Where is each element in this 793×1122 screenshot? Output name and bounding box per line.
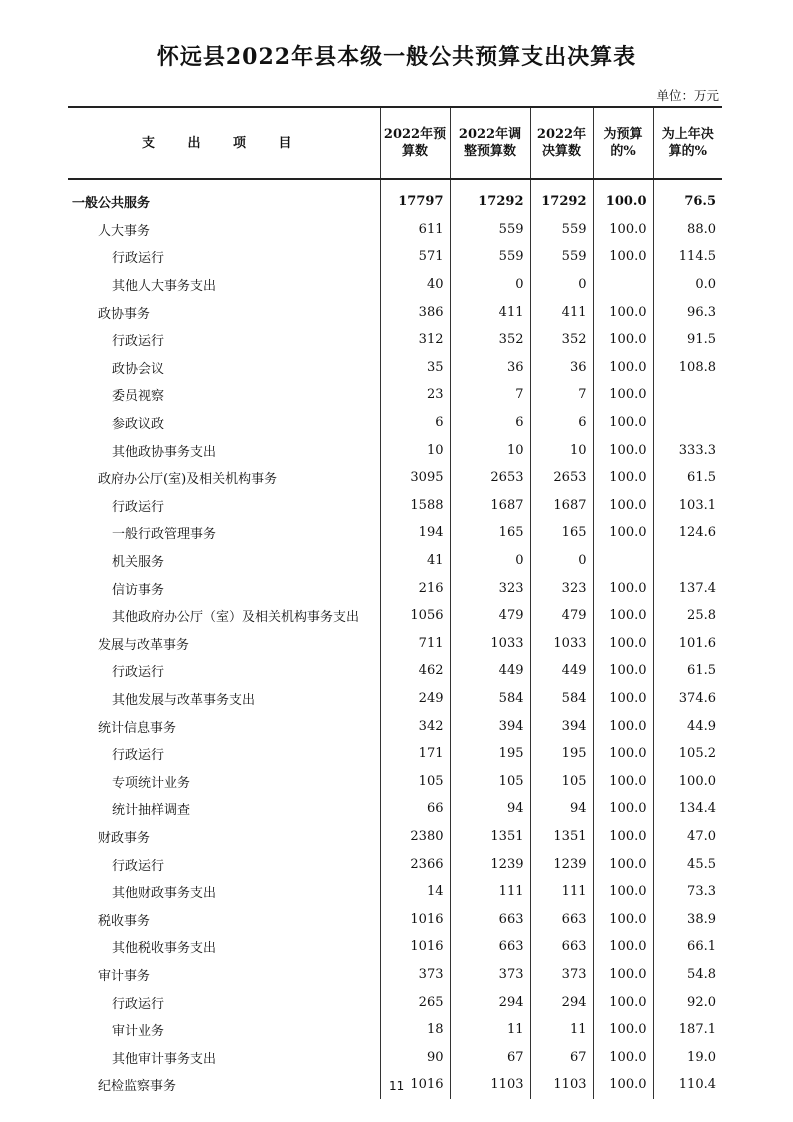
cell-item-name: 机关服务 <box>112 555 165 571</box>
cell-budget: 373 <box>380 961 450 989</box>
cell-budget: 17797 <box>380 179 450 216</box>
cell-adjusted-budget: 1351 <box>450 823 530 851</box>
cell-budget: 216 <box>380 574 450 602</box>
cell-pct-of-last-year: 124.6 <box>653 519 722 547</box>
table-header-row <box>68 107 722 179</box>
table-row <box>68 179 722 216</box>
cell-final-account: 449 <box>530 657 593 685</box>
cell-item-name: 纪检监察事务 <box>98 1079 177 1095</box>
cell-item-name: 参政议政 <box>112 417 165 433</box>
cell-pct-of-last-year: 38.9 <box>653 905 722 933</box>
cell-item-name: 一般行政管理事务 <box>112 527 217 543</box>
cell-budget: 342 <box>380 712 450 740</box>
cell-pct-of-last-year: 103.1 <box>653 492 722 520</box>
cell-final-account: 105 <box>530 767 593 795</box>
cell-adjusted-budget: 394 <box>450 712 530 740</box>
table-row <box>68 547 722 575</box>
cell-adjusted-budget: 323 <box>450 574 530 602</box>
table-row <box>68 464 722 492</box>
cell-pct-of-last-year: 100.0 <box>653 767 722 795</box>
page-number: 11 <box>389 1079 405 1093</box>
cell-final-account: 7 <box>530 381 593 409</box>
cell-pct-of-budget: 100.0 <box>593 243 653 271</box>
cell-pct-of-budget: 100.0 <box>593 823 653 851</box>
cell-pct-of-last-year: 101.6 <box>653 630 722 658</box>
cell-final-account: 1033 <box>530 630 593 658</box>
cell-budget: 105 <box>380 767 450 795</box>
table-body <box>68 179 722 1099</box>
table-row <box>68 878 722 906</box>
cell-item-name: 委员视察 <box>112 389 165 405</box>
table-row <box>68 685 722 713</box>
cell-budget: 312 <box>380 326 450 354</box>
cell-pct-of-budget <box>593 547 653 575</box>
cell-adjusted-budget: 7 <box>450 381 530 409</box>
cell-budget: 265 <box>380 988 450 1016</box>
cell-item-name: 统计抽样调查 <box>112 803 191 819</box>
cell-item-name: 其他审计事务支出 <box>112 1051 217 1067</box>
cell-adjusted-budget: 10 <box>450 436 530 464</box>
cell-adjusted-budget: 584 <box>450 685 530 713</box>
cell-pct-of-budget: 100.0 <box>593 1043 653 1071</box>
cell-pct-of-budget: 100.0 <box>593 657 653 685</box>
cell-pct-of-budget: 100.0 <box>593 795 653 823</box>
cell-adjusted-budget: 1239 <box>450 850 530 878</box>
expenditure-table <box>68 106 722 1099</box>
cell-pct-of-budget: 100.0 <box>593 740 653 768</box>
cell-budget: 462 <box>380 657 450 685</box>
cell-budget: 2380 <box>380 823 450 851</box>
cell-pct-of-budget: 100.0 <box>593 436 653 464</box>
cell-item-name: 税收事务 <box>98 913 151 929</box>
cell-item-name: 一般公共服务 <box>72 196 151 212</box>
cell-final-account: 2653 <box>530 464 593 492</box>
cell-adjusted-budget: 94 <box>450 795 530 823</box>
cell-pct-of-budget: 100.0 <box>593 961 653 989</box>
cell-pct-of-last-year: 91.5 <box>653 326 722 354</box>
cell-item-name: 其他政府办公厅（室）及相关机构事务支出 <box>112 610 360 626</box>
table-row <box>68 657 722 685</box>
table-row <box>68 823 722 851</box>
cell-pct-of-budget: 100.0 <box>593 381 653 409</box>
table-row <box>68 712 722 740</box>
cell-pct-of-last-year: 61.5 <box>653 464 722 492</box>
cell-final-account: 0 <box>530 547 593 575</box>
table-row <box>68 298 722 326</box>
table-row <box>68 574 722 602</box>
cell-final-account: 1239 <box>530 850 593 878</box>
table-row <box>68 354 722 382</box>
cell-pct-of-last-year: 333.3 <box>653 436 722 464</box>
cell-item-name: 其他发展与改革事务支出 <box>112 692 256 708</box>
cell-item-name: 人大事务 <box>98 223 151 239</box>
table-row <box>68 519 722 547</box>
cell-final-account: 6 <box>530 409 593 437</box>
cell-pct-of-budget: 100.0 <box>593 1016 653 1044</box>
cell-final-account: 165 <box>530 519 593 547</box>
cell-pct-of-budget: 100.0 <box>593 464 653 492</box>
cell-adjusted-budget: 17292 <box>450 179 530 216</box>
cell-adjusted-budget: 11 <box>450 1016 530 1044</box>
cell-adjusted-budget: 663 <box>450 933 530 961</box>
cell-budget: 18 <box>380 1016 450 1044</box>
cell-final-account: 1351 <box>530 823 593 851</box>
cell-adjusted-budget: 0 <box>450 271 530 299</box>
cell-pct-of-last-year: 66.1 <box>653 933 722 961</box>
cell-budget: 194 <box>380 519 450 547</box>
cell-item-name: 专项统计业务 <box>112 775 191 791</box>
cell-adjusted-budget: 1687 <box>450 492 530 520</box>
cell-budget: 711 <box>380 630 450 658</box>
cell-final-account: 11 <box>530 1016 593 1044</box>
cell-budget: 2366 <box>380 850 450 878</box>
expenditure-table-container <box>68 106 722 1099</box>
cell-final-account: 1103 <box>530 1071 593 1099</box>
cell-pct-of-last-year: 137.4 <box>653 574 722 602</box>
cell-final-account: 373 <box>530 961 593 989</box>
cell-final-account: 559 <box>530 243 593 271</box>
cell-budget: 40 <box>380 271 450 299</box>
cell-final-account: 479 <box>530 602 593 630</box>
cell-final-account: 352 <box>530 326 593 354</box>
cell-final-account: 294 <box>530 988 593 1016</box>
cell-adjusted-budget: 2653 <box>450 464 530 492</box>
cell-item-name: 其他税收事务支出 <box>112 941 217 957</box>
cell-final-account: 394 <box>530 712 593 740</box>
cell-pct-of-last-year: 54.8 <box>653 961 722 989</box>
page-title: 怀远县2022年县本级一般公共预算支出决算表 <box>156 44 637 70</box>
cell-budget: 249 <box>380 685 450 713</box>
unit-label: 单位：万元 <box>656 88 719 103</box>
cell-pct-of-last-year: 19.0 <box>653 1043 722 1071</box>
cell-adjusted-budget: 663 <box>450 905 530 933</box>
cell-budget: 6 <box>380 409 450 437</box>
header-budget: 2022年预算数 <box>380 107 450 179</box>
cell-pct-of-budget: 100.0 <box>593 850 653 878</box>
cell-pct-of-last-year: 96.3 <box>653 298 722 326</box>
cell-pct-of-budget: 100.0 <box>593 216 653 244</box>
table-row <box>68 988 722 1016</box>
table-row <box>68 409 722 437</box>
cell-pct-of-last-year: 105.2 <box>653 740 722 768</box>
cell-item-name: 发展与改革事务 <box>98 637 190 653</box>
cell-item-name: 其他人大事务支出 <box>112 279 217 295</box>
table-row <box>68 436 722 464</box>
cell-budget: 66 <box>380 795 450 823</box>
cell-budget: 90 <box>380 1043 450 1071</box>
cell-pct-of-last-year: 73.3 <box>653 878 722 906</box>
header-final-account: 2022年决算数 <box>530 107 593 179</box>
cell-adjusted-budget: 6 <box>450 409 530 437</box>
cell-item-name: 其他财政事务支出 <box>112 886 217 902</box>
cell-item-name: 财政事务 <box>98 830 151 846</box>
cell-item-name: 审计事务 <box>98 968 151 984</box>
cell-pct-of-last-year: 108.8 <box>653 354 722 382</box>
table-row <box>68 630 722 658</box>
table-row <box>68 271 722 299</box>
cell-adjusted-budget: 67 <box>450 1043 530 1071</box>
cell-final-account: 1687 <box>530 492 593 520</box>
cell-item-name: 政协事务 <box>98 306 151 322</box>
cell-pct-of-last-year: 187.1 <box>653 1016 722 1044</box>
cell-pct-of-last-year <box>653 547 722 575</box>
cell-budget: 1588 <box>380 492 450 520</box>
cell-adjusted-budget: 195 <box>450 740 530 768</box>
cell-adjusted-budget: 1103 <box>450 1071 530 1099</box>
cell-pct-of-budget: 100.0 <box>593 179 653 216</box>
cell-pct-of-budget: 100.0 <box>593 712 653 740</box>
cell-item-name: 政府办公厅(室)及相关机构事务 <box>98 472 278 488</box>
cell-adjusted-budget: 165 <box>450 519 530 547</box>
cell-pct-of-budget: 100.0 <box>593 767 653 795</box>
cell-item-name: 行政运行 <box>112 665 165 681</box>
cell-budget: 41 <box>380 547 450 575</box>
cell-pct-of-last-year: 61.5 <box>653 657 722 685</box>
cell-final-account: 67 <box>530 1043 593 1071</box>
cell-item-name: 行政运行 <box>112 251 165 267</box>
cell-pct-of-budget <box>593 271 653 299</box>
cell-pct-of-budget: 100.0 <box>593 326 653 354</box>
cell-adjusted-budget: 1033 <box>450 630 530 658</box>
cell-final-account: 17292 <box>530 179 593 216</box>
cell-budget: 3095 <box>380 464 450 492</box>
cell-final-account: 663 <box>530 933 593 961</box>
cell-final-account: 10 <box>530 436 593 464</box>
cell-pct-of-last-year: 25.8 <box>653 602 722 630</box>
cell-budget: 611 <box>380 216 450 244</box>
table-row <box>68 740 722 768</box>
table-row <box>68 216 722 244</box>
cell-budget: 386 <box>380 298 450 326</box>
cell-pct-of-budget: 100.0 <box>593 519 653 547</box>
cell-pct-of-budget: 100.0 <box>593 602 653 630</box>
table-row <box>68 492 722 520</box>
cell-pct-of-last-year: 88.0 <box>653 216 722 244</box>
cell-pct-of-budget: 100.0 <box>593 878 653 906</box>
cell-adjusted-budget: 411 <box>450 298 530 326</box>
cell-item-name: 行政运行 <box>112 334 165 350</box>
table-row <box>68 1043 722 1071</box>
cell-pct-of-last-year: 114.5 <box>653 243 722 271</box>
cell-pct-of-budget: 100.0 <box>593 574 653 602</box>
cell-final-account: 195 <box>530 740 593 768</box>
cell-pct-of-last-year <box>653 381 722 409</box>
cell-pct-of-last-year: 45.5 <box>653 850 722 878</box>
cell-adjusted-budget: 479 <box>450 602 530 630</box>
cell-pct-of-last-year: 134.4 <box>653 795 722 823</box>
cell-pct-of-budget: 100.0 <box>593 298 653 326</box>
cell-pct-of-budget: 100.0 <box>593 1071 653 1099</box>
cell-pct-of-last-year: 92.0 <box>653 988 722 1016</box>
table-row <box>68 602 722 630</box>
cell-final-account: 323 <box>530 574 593 602</box>
header-item: 支 出 项 目 <box>68 107 380 179</box>
cell-item-name: 信访事务 <box>112 582 165 598</box>
cell-adjusted-budget: 294 <box>450 988 530 1016</box>
cell-item-name: 行政运行 <box>112 499 165 515</box>
cell-pct-of-last-year: 0.0 <box>653 271 722 299</box>
header-adjusted-budget: 2022年调整预算数 <box>450 107 530 179</box>
cell-budget: 10 <box>380 436 450 464</box>
table-row <box>68 1016 722 1044</box>
cell-adjusted-budget: 0 <box>450 547 530 575</box>
cell-final-account: 36 <box>530 354 593 382</box>
table-row <box>68 850 722 878</box>
table-row <box>68 961 722 989</box>
cell-budget: 1016 <box>380 933 450 961</box>
table-row <box>68 795 722 823</box>
cell-pct-of-budget: 100.0 <box>593 685 653 713</box>
cell-item-name: 行政运行 <box>112 748 165 764</box>
cell-adjusted-budget: 36 <box>450 354 530 382</box>
cell-final-account: 0 <box>530 271 593 299</box>
cell-final-account: 663 <box>530 905 593 933</box>
cell-pct-of-last-year <box>653 409 722 437</box>
header-pct-of-last-year: 为上年决算的% <box>653 107 722 179</box>
cell-item-name: 行政运行 <box>112 996 165 1012</box>
cell-pct-of-last-year: 76.5 <box>653 179 722 216</box>
table-row <box>68 381 722 409</box>
table-row <box>68 905 722 933</box>
cell-pct-of-budget: 100.0 <box>593 354 653 382</box>
cell-budget: 171 <box>380 740 450 768</box>
cell-pct-of-budget: 100.0 <box>593 409 653 437</box>
cell-final-account: 411 <box>530 298 593 326</box>
cell-pct-of-budget: 100.0 <box>593 905 653 933</box>
cell-item-name: 政协会议 <box>112 361 165 377</box>
table-row <box>68 243 722 271</box>
cell-final-account: 584 <box>530 685 593 713</box>
cell-pct-of-last-year: 374.6 <box>653 685 722 713</box>
cell-item-name: 统计信息事务 <box>98 720 177 736</box>
cell-pct-of-budget: 100.0 <box>593 933 653 961</box>
cell-pct-of-last-year: 44.9 <box>653 712 722 740</box>
cell-final-account: 94 <box>530 795 593 823</box>
cell-item-name: 行政运行 <box>112 858 165 874</box>
cell-pct-of-last-year: 47.0 <box>653 823 722 851</box>
cell-item-name: 审计业务 <box>112 1024 165 1040</box>
cell-item-name: 其他政协事务支出 <box>112 444 217 460</box>
cell-pct-of-budget: 100.0 <box>593 630 653 658</box>
cell-adjusted-budget: 352 <box>450 326 530 354</box>
table-row <box>68 767 722 795</box>
cell-final-account: 111 <box>530 878 593 906</box>
cell-adjusted-budget: 559 <box>450 216 530 244</box>
cell-budget: 571 <box>380 243 450 271</box>
cell-final-account: 559 <box>530 216 593 244</box>
cell-budget: 1016 <box>380 1071 450 1099</box>
cell-budget: 14 <box>380 878 450 906</box>
cell-adjusted-budget: 105 <box>450 767 530 795</box>
cell-adjusted-budget: 111 <box>450 878 530 906</box>
cell-pct-of-budget: 100.0 <box>593 988 653 1016</box>
cell-adjusted-budget: 559 <box>450 243 530 271</box>
cell-pct-of-budget: 100.0 <box>593 492 653 520</box>
cell-budget: 1056 <box>380 602 450 630</box>
cell-pct-of-last-year: 110.4 <box>653 1071 722 1099</box>
table-row <box>68 326 722 354</box>
cell-adjusted-budget: 373 <box>450 961 530 989</box>
header-pct-of-budget: 为预算的% <box>593 107 653 179</box>
cell-budget: 1016 <box>380 905 450 933</box>
cell-budget: 35 <box>380 354 450 382</box>
cell-budget: 23 <box>380 381 450 409</box>
table-row <box>68 933 722 961</box>
cell-adjusted-budget: 449 <box>450 657 530 685</box>
